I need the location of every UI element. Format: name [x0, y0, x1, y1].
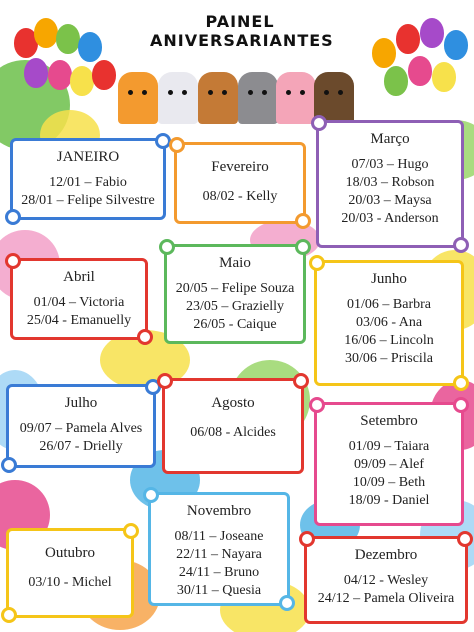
scroll-curl-icon — [293, 373, 309, 389]
month-title: Julho — [64, 395, 98, 411]
month-title: Abril — [63, 269, 95, 285]
birthday-entry: 28/01 – Felipe Silvestre — [21, 193, 155, 208]
birthday-entry: 10/09 – Beth — [352, 475, 426, 490]
scroll-curl-icon — [159, 239, 175, 255]
scroll-curl-icon — [5, 253, 21, 269]
month-card-agosto — [162, 378, 304, 474]
birthday-entry: 24/12 – Pamela Oliveira — [317, 591, 455, 606]
month-title: Maio — [219, 255, 251, 271]
scroll-curl-icon — [457, 531, 473, 547]
scroll-curl-icon — [137, 329, 153, 345]
scroll-curl-icon — [1, 457, 17, 473]
scroll-curl-icon — [309, 397, 325, 413]
month-card-maio — [164, 244, 306, 344]
birthday-entry: 09/09 – Alef — [354, 457, 424, 472]
scroll-curl-icon — [157, 373, 173, 389]
scroll-curl-icon — [5, 209, 21, 225]
scroll-curl-icon — [309, 255, 325, 271]
month-card-julho — [6, 384, 156, 468]
scroll-curl-icon — [453, 237, 469, 253]
scroll-curl-icon — [143, 487, 159, 503]
month-card-marco — [316, 120, 464, 248]
birthday-entry: 18/03 – Robson — [345, 175, 435, 190]
month-card-janeiro — [10, 138, 166, 220]
birthday-entry: 16/06 – Lincoln — [344, 333, 434, 348]
scroll-curl-icon — [299, 531, 315, 547]
month-card-setembro — [314, 402, 464, 526]
month-card-junho — [314, 260, 464, 386]
month-card-novembro — [148, 492, 290, 606]
month-title: JANEIRO — [56, 149, 120, 165]
month-card-outubro — [6, 528, 134, 618]
birthday-entry: 23/05 – Grazielly — [186, 299, 284, 314]
birthday-entry: 07/03 – Hugo — [351, 157, 429, 172]
birthday-entry: 18/09 - Daniel — [348, 493, 430, 508]
birthday-entry: 22/11 – Nayara — [176, 547, 262, 562]
birthday-entry: 09/07 – Pamela Alves — [19, 421, 143, 436]
month-title: Fevereiro — [211, 159, 269, 175]
month-card-abril — [10, 258, 148, 340]
birthday-entry: 20/03 - Anderson — [341, 211, 439, 226]
birthday-entry: 08/11 – Joseane — [174, 529, 264, 544]
page-title — [150, 12, 334, 50]
title-line-1: PAINEL — [205, 12, 275, 31]
scroll-curl-icon — [279, 595, 295, 611]
month-title: Agosto — [211, 395, 255, 411]
month-title: Outubro — [45, 545, 95, 561]
month-title: Março — [370, 131, 410, 147]
birthday-entry: 12/01 – Fabio — [49, 175, 127, 190]
scroll-curl-icon — [1, 607, 17, 623]
month-card-dezembro — [304, 536, 468, 624]
scroll-curl-icon — [311, 115, 327, 131]
birthday-entry: 04/12 - Wesley — [343, 573, 429, 588]
birthday-entry: 30/11 – Quesia — [176, 583, 262, 598]
birthday-entry: 01/06 – Barbra — [347, 297, 431, 312]
birthday-entry: 20/05 – Felipe Souza — [175, 281, 295, 296]
scroll-curl-icon — [295, 213, 311, 229]
birthday-entry: 25/04 - Emanuelly — [26, 313, 132, 328]
scroll-curl-icon — [169, 137, 185, 153]
birthday-entry: 01/09 – Taiara — [348, 439, 430, 454]
month-card-fevereiro — [174, 142, 306, 224]
month-title: Setembro — [360, 413, 418, 429]
birthday-entry: 03/10 - Michel — [28, 575, 112, 590]
scroll-curl-icon — [453, 397, 469, 413]
month-title: Junho — [371, 271, 407, 287]
scroll-curl-icon — [453, 375, 469, 391]
month-title: Dezembro — [354, 547, 418, 563]
birthday-entry: 26/05 - Caique — [193, 317, 277, 332]
birthday-entry: 30/06 – Priscila — [345, 351, 433, 366]
title-line-2: ANIVERSARIANTES — [150, 31, 334, 50]
birthday-entry: 20/03 – Maysa — [348, 193, 432, 208]
birthday-entry: 06/08 - Alcides — [190, 425, 276, 440]
birthday-entry: 08/02 - Kelly — [202, 189, 278, 204]
scroll-curl-icon — [295, 239, 311, 255]
birthday-entry: 01/04 – Victoria — [33, 295, 125, 310]
birthday-entry: 03/06 - Ana — [355, 315, 423, 330]
birthday-entry: 24/11 – Bruno — [178, 565, 260, 580]
month-title: Novembro — [186, 503, 252, 519]
birthday-entry: 26/07 - Drielly — [39, 439, 123, 454]
scroll-curl-icon — [123, 523, 139, 539]
